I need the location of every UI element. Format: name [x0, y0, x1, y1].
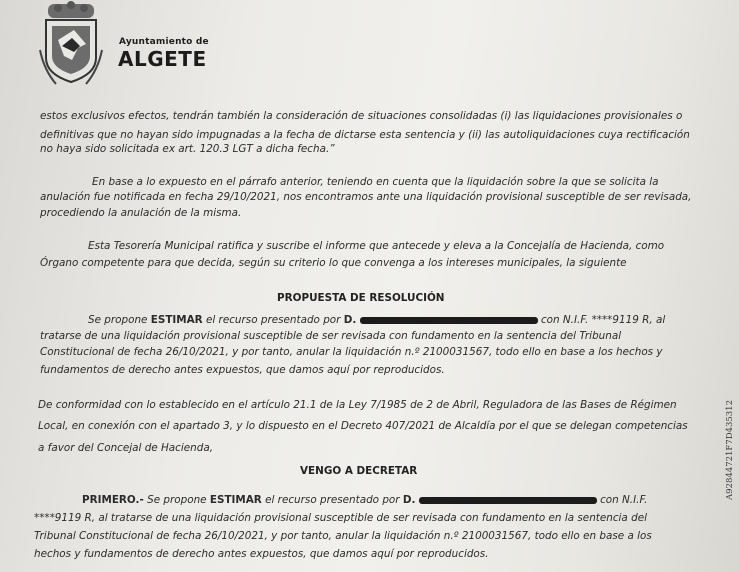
proposal-line-4: fundamentos de derecho antes expuestos, que damos aquí por reproducidos.	[40, 364, 445, 376]
proposal-d: D.	[343, 314, 357, 326]
proposal-heading: PROPUESTA DE RESOLUCIÓN	[277, 292, 445, 304]
proposal-text: Se propone	[88, 314, 151, 326]
decree-line-3: Tribunal Constitucional de fecha 26/10/2021, y por tanto, anular la liquidación n.º 2100031567, todo ello en base a los	[34, 530, 652, 542]
decree-text: Se propone	[143, 494, 210, 506]
redacted-name-bar	[419, 497, 597, 504]
para2-line-3: procediendo la anulación de la misma.	[40, 207, 242, 219]
decree-line-2: ****9119 R, al tratarse de una liquidación provisional susceptible de ser revisada con fundamento en la sentencia del	[34, 512, 647, 524]
letterhead	[38, 0, 278, 90]
decree-d: D.	[402, 494, 416, 506]
organization-name: ALGETE	[118, 47, 207, 71]
para1-line-1: estos exclusivos efectos, tendrán también la consideración de situaciones consolidadas (i) las liquidaciones provisionales o	[40, 110, 683, 122]
proposal-line-3: Constitucional de fecha 26/10/2021, y por tanto, anular la liquidación n.º 2100031567, todo ello en base a los hechos y	[40, 346, 663, 358]
organization-name-small: Ayuntamiento de	[119, 37, 209, 47]
verification-code: A92844721F7D435312	[725, 400, 735, 500]
para2-line-2: anulación fue notificada en fecha 29/10/2021, nos encontramos ante una liquidación provisional susceptible de ser revisada,	[40, 191, 692, 203]
proposal-line-2: tratarse de una liquidación provisional susceptible de ser revisada con fundamento en la sentencia del Tribunal	[40, 330, 622, 342]
para3-line-1: Esta Tesorería Municipal ratifica y suscribe el informe que antecede y eleva a la Concejalía de Hacienda, como	[88, 240, 665, 252]
para5-line-3: a favor del Concejal de Hacienda,	[38, 442, 214, 454]
proposal-text: el recurso presentado por	[202, 314, 344, 326]
decree-primero: PRIMERO.-	[82, 494, 144, 506]
proposal-nif: con N.I.F. ****9119 R, al	[540, 314, 666, 326]
para1-line-3: no haya sido solicitada ex art. 120.3 LGT a dicha fecha.”	[40, 143, 335, 155]
decree-estimar: ESTIMAR	[209, 494, 262, 506]
para5-line-1: De conformidad con lo establecido en el artículo 21.1 de la Ley 7/1985 de 2 de Abril, Reguladora de las Bases de Régimen	[38, 399, 677, 411]
para5-line-2: Local, en conexión con el apartado 3, y lo dispuesto en el Decreto 407/2021 de Alcaldía por el que se delegan competencias	[38, 420, 688, 432]
para2-line-1: En base a lo expuesto en el párrafo anterior, teniendo en cuenta que la liquidación sobre la que se solicita la	[92, 176, 659, 188]
municipal-crest-icon	[38, 0, 104, 88]
decree-nif: con N.I.F.	[600, 494, 648, 506]
decree-heading: VENGO A DECRETAR	[300, 465, 418, 477]
proposal-estimar: ESTIMAR	[150, 314, 203, 326]
proposal-line-1	[88, 313, 665, 327]
decree-line-4: hechos y fundamentos de derecho antes expuestos, que damos aquí por reproducidos.	[34, 548, 489, 560]
para1-line-2: definitivas que no hayan sido impugnadas a la fecha de dictarse esta sentencia y (ii) las autoliquidaciones cuya rectificación	[40, 129, 690, 141]
decree-text: el recurso presentado por	[261, 494, 403, 506]
redacted-name-bar	[360, 317, 538, 324]
decree-line-1	[82, 493, 647, 507]
para3-line-2: Órgano competente para que decida, según su criterio lo que convenga a los intereses municipales, la siguiente	[40, 257, 627, 269]
